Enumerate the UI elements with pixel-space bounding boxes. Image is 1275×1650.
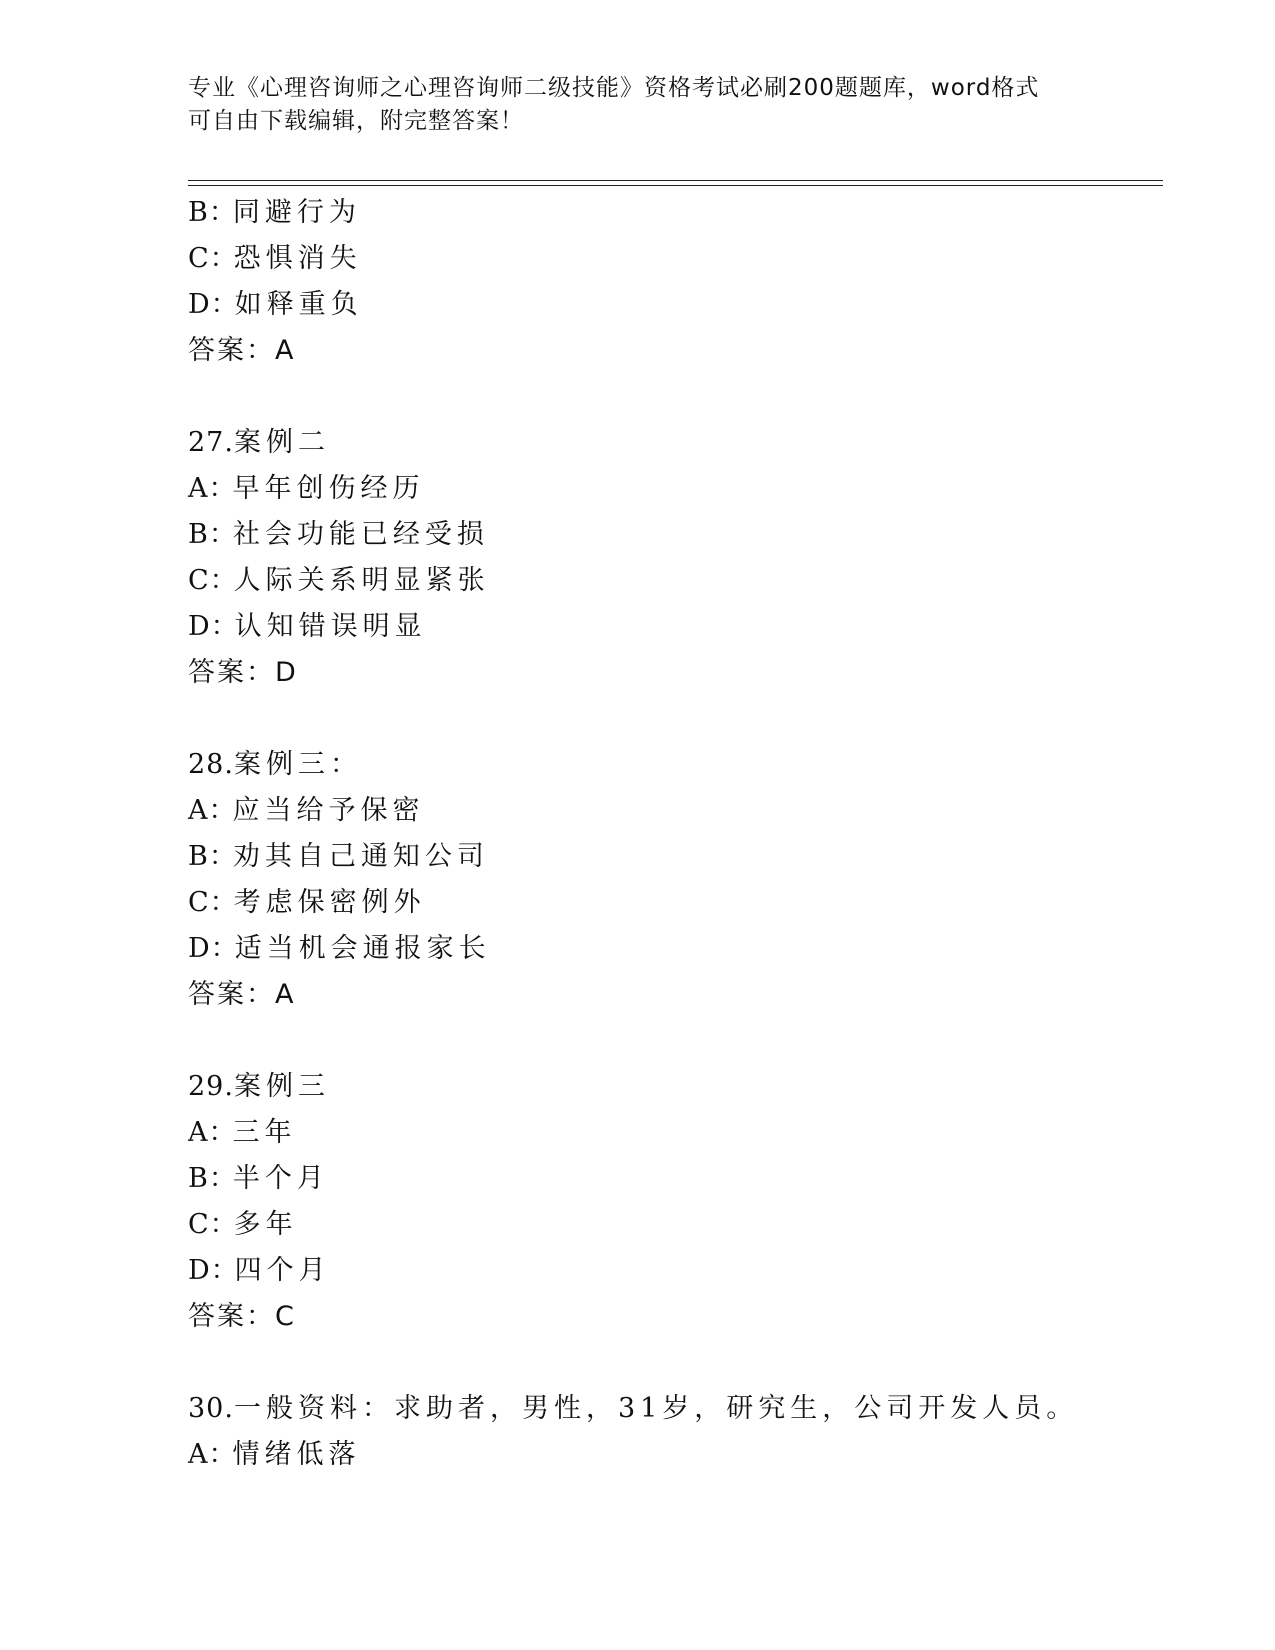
option-colon: ：	[210, 933, 243, 964]
spacer	[188, 1018, 1148, 1064]
question-text: 一般资料：求助者，男性，31岁，研究生，公司开发人员。	[233, 1393, 1079, 1424]
question-text: 案例三：	[233, 749, 362, 780]
answer-line	[188, 1294, 1148, 1340]
option-colon: ：	[208, 197, 241, 228]
question-block-28	[188, 742, 1148, 1018]
option-letter: A	[188, 473, 209, 504]
option-row	[188, 926, 1148, 972]
option-colon: ：	[208, 473, 241, 504]
question-title	[188, 1064, 1148, 1110]
question-title	[188, 420, 1148, 466]
header-line-1: 专业《心理咨询师之心理咨询师二级技能》资格考试必刷200题题库，word格式	[188, 75, 1040, 101]
answer-value: A	[275, 335, 296, 366]
option-row	[188, 1248, 1148, 1294]
option-row	[188, 834, 1148, 880]
question-title	[188, 1386, 1148, 1432]
question-block-29	[188, 1064, 1148, 1340]
spacer	[188, 1340, 1148, 1386]
option-colon: ：	[210, 289, 243, 320]
question-number: 29.	[188, 1071, 234, 1102]
option-letter: D	[188, 611, 211, 642]
answer-line	[188, 972, 1148, 1018]
option-letter: D	[188, 933, 211, 964]
question-title	[188, 742, 1148, 788]
option-text: 同避行为	[232, 197, 361, 228]
spacer	[188, 696, 1148, 742]
option-row	[188, 512, 1148, 558]
option-text: 适当机会通报家长	[234, 933, 491, 964]
document-header	[188, 72, 1088, 138]
option-row	[188, 190, 1148, 236]
question-text: 案例三	[233, 1071, 330, 1102]
question-list	[188, 190, 1148, 1478]
option-letter: D	[188, 289, 211, 320]
option-text: 如释重负	[234, 289, 363, 320]
option-row	[188, 1156, 1148, 1202]
header-line-2: 可自由下载编辑，附完整答案！	[188, 108, 524, 134]
answer-label: 答案：	[188, 335, 275, 366]
option-letter: C	[188, 243, 210, 274]
question-number: 28.	[188, 749, 234, 780]
option-colon: ：	[209, 565, 242, 596]
option-colon: ：	[210, 1255, 243, 1286]
option-colon: ：	[208, 795, 241, 826]
answer-value: A	[275, 979, 296, 1010]
option-row	[188, 1432, 1148, 1478]
question-text: 案例二	[233, 427, 330, 458]
option-colon: ：	[208, 519, 241, 550]
option-letter: B	[188, 197, 209, 228]
option-text: 恐惧消失	[233, 243, 362, 274]
option-colon: ：	[208, 1439, 241, 1470]
option-colon: ：	[209, 243, 242, 274]
option-letter: C	[188, 887, 210, 918]
question-block-27	[188, 420, 1148, 696]
answer-label: 答案：	[188, 1301, 275, 1332]
option-row	[188, 604, 1148, 650]
option-letter: A	[188, 1117, 209, 1148]
option-row	[188, 1202, 1148, 1248]
option-text: 应当给予保密	[232, 795, 425, 826]
option-letter: C	[188, 565, 210, 596]
option-text: 考虑保密例外	[233, 887, 426, 918]
answer-value: C	[275, 1301, 296, 1332]
option-letter: B	[188, 841, 209, 872]
header-divider-top	[188, 180, 1163, 181]
option-text: 社会功能已经受损	[232, 519, 489, 550]
answer-label: 答案：	[188, 657, 275, 688]
option-letter: A	[188, 1439, 209, 1470]
spacer	[188, 374, 1148, 420]
option-text: 人际关系明显紧张	[233, 565, 490, 596]
option-colon: ：	[208, 841, 241, 872]
option-letter: C	[188, 1209, 210, 1240]
question-block-30	[188, 1386, 1148, 1478]
option-text: 早年创伤经历	[232, 473, 425, 504]
option-text: 半个月	[232, 1163, 329, 1194]
option-row	[188, 558, 1148, 604]
option-text: 认知错误明显	[234, 611, 427, 642]
option-row	[188, 1110, 1148, 1156]
option-letter: B	[188, 519, 209, 550]
answer-line	[188, 650, 1148, 696]
answer-value: D	[275, 657, 298, 688]
option-text: 四个月	[234, 1255, 331, 1286]
option-colon: ：	[209, 887, 242, 918]
option-letter: B	[188, 1163, 209, 1194]
option-letter: D	[188, 1255, 211, 1286]
option-row	[188, 282, 1148, 328]
option-letter: A	[188, 795, 209, 826]
option-colon: ：	[208, 1117, 241, 1148]
question-number: 27.	[188, 427, 234, 458]
option-colon: ：	[210, 611, 243, 642]
option-text: 劝其自己通知公司	[232, 841, 489, 872]
option-row	[188, 788, 1148, 834]
header-divider-bottom	[188, 185, 1163, 186]
option-colon: ：	[209, 1209, 242, 1240]
option-text: 多年	[233, 1209, 298, 1240]
option-row	[188, 236, 1148, 282]
continued-question-block	[188, 190, 1148, 374]
option-row	[188, 880, 1148, 926]
option-text: 三年	[232, 1117, 297, 1148]
answer-label: 答案：	[188, 979, 275, 1010]
option-colon: ：	[208, 1163, 241, 1194]
option-row	[188, 466, 1148, 512]
option-text: 情绪低落	[232, 1439, 361, 1470]
answer-line	[188, 328, 1148, 374]
question-number: 30.	[188, 1393, 234, 1424]
